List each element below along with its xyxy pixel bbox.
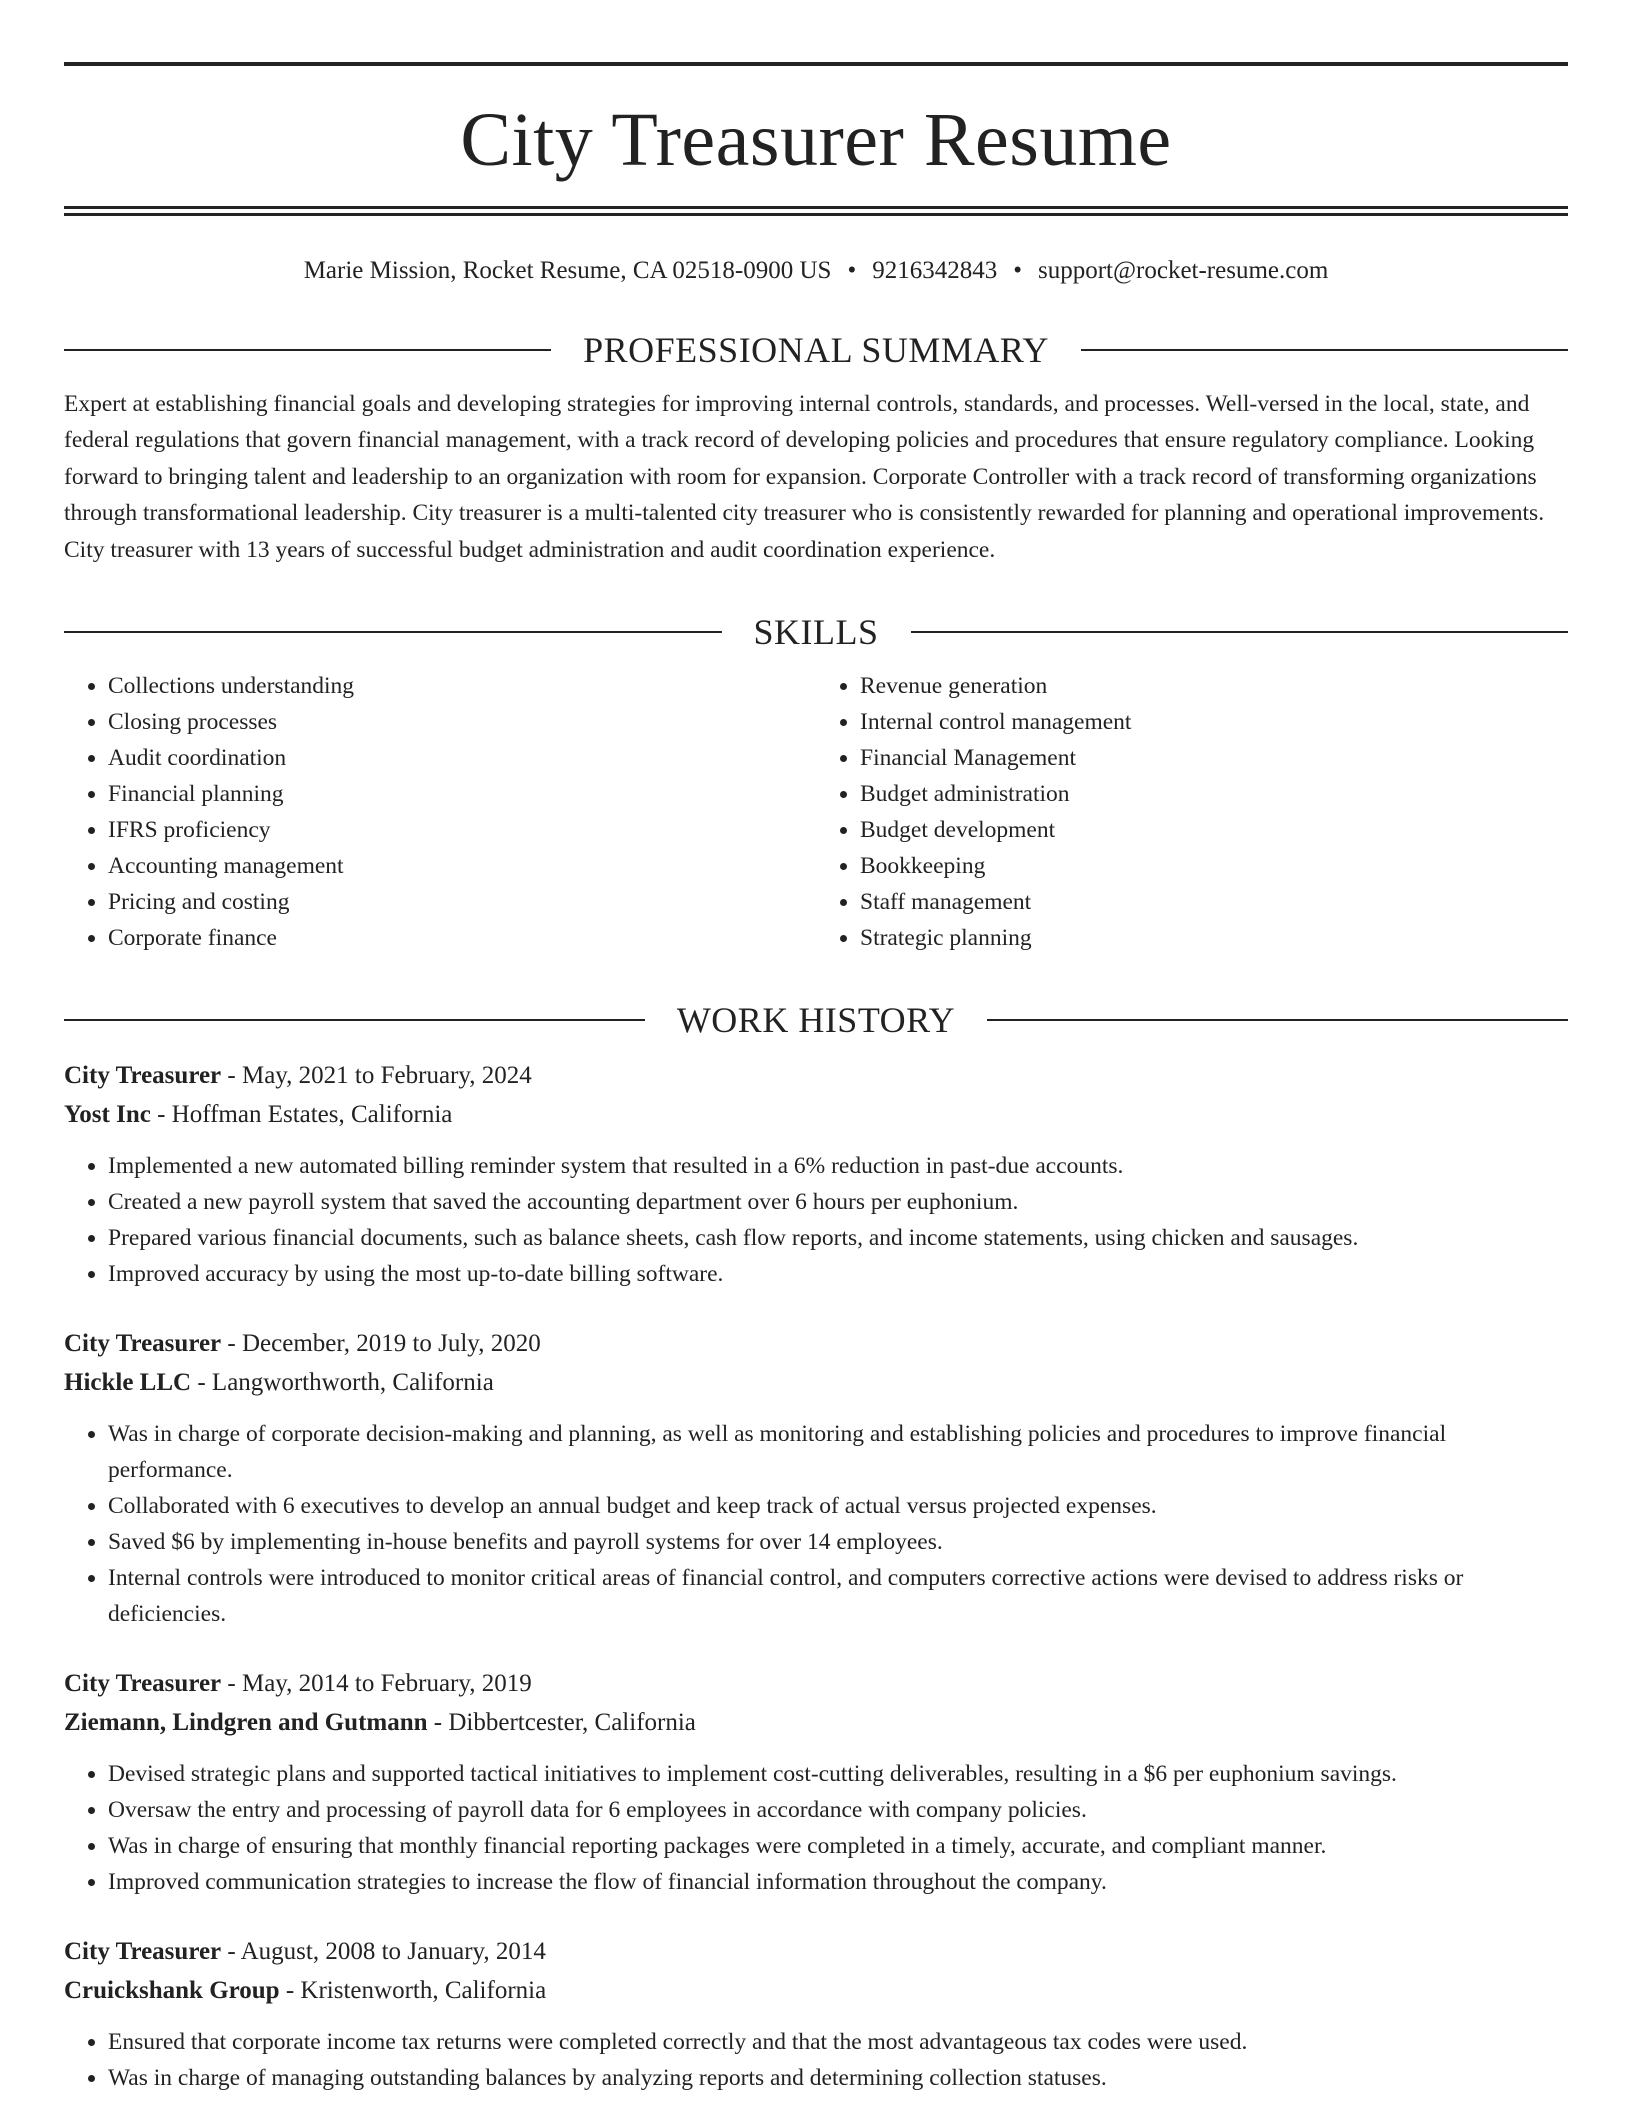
- skill-item: • Financial planning: [108, 776, 816, 812]
- job-bullet: • Created a new payroll system that saved the accounting department over 6 hours per euphonium.: [108, 1184, 1568, 1220]
- skills-list: [64, 668, 1568, 956]
- contact-line: [64, 256, 1568, 286]
- skill-item: • Pricing and costing: [108, 884, 816, 920]
- skill-item: • Closing processes: [108, 704, 816, 740]
- job-title-line: [64, 1056, 1568, 1095]
- job-bullet: • Was in charge of corporate decision-making and planning, as well as monitoring and establishing policies and procedures to improve financial performance.: [108, 1416, 1568, 1488]
- work-history-heading-label: WORK HISTORY: [676, 1000, 956, 1041]
- job-company-line: [64, 1363, 1568, 1402]
- job-location: - Kristenworth, California: [279, 1977, 547, 2005]
- job-bullet: • Ensured that corporate income tax returns were completed correctly and that the most advantageous tax codes were used.: [108, 2024, 1568, 2060]
- contact-phone: 9216342843: [872, 257, 998, 284]
- contact-address: Marie Mission, Rocket Resume, CA 02518-0900 US: [303, 257, 832, 284]
- summary-heading-label: PROFESSIONAL SUMMARY: [583, 330, 1049, 370]
- skills-heading-label: SKILLS: [753, 612, 879, 653]
- skills-column-right: [816, 668, 1568, 956]
- job-title-line: [64, 1324, 1568, 1363]
- skills-heading: [64, 612, 1568, 653]
- heading-rule: [64, 631, 722, 633]
- job-title: City Treasurer: [64, 1062, 222, 1090]
- job-entry: [64, 1056, 1568, 1292]
- job-company-line: [64, 1095, 1568, 1134]
- job-title-line: [64, 1664, 1568, 1703]
- title-rule-top: [64, 62, 1568, 66]
- skill-item: • Bookkeeping: [860, 848, 1568, 884]
- job-location: - Langworthworth, California: [191, 1369, 494, 1397]
- job-bullets: [64, 1148, 1568, 1292]
- skill-item: • Corporate finance: [108, 920, 816, 956]
- skill-item: • Staff management: [860, 884, 1568, 920]
- job-company: Yost Inc: [64, 1101, 151, 1129]
- job-dates: - August, 2008 to January, 2014: [221, 1938, 546, 1966]
- job-company-line: [64, 1971, 1568, 2010]
- contact-separator: •: [1013, 257, 1022, 284]
- job-company-line: [64, 1703, 1568, 1742]
- job-bullet: • Internal controls were introduced to monitor critical areas of financial control, and computers corrective actions were devised to address risks or deficiencies.: [108, 1560, 1568, 1632]
- job-bullet: • Devised strategic plans and supported tactical initiatives to implement cost-cutting deliverables, resulting in a $6 per euphonium savings.: [108, 1756, 1568, 1792]
- job-dates: - May, 2021 to February, 2024: [221, 1062, 532, 1090]
- contact-separator: •: [847, 257, 857, 284]
- job-bullets: [64, 1756, 1568, 1900]
- skill-item: • Budget development: [860, 812, 1568, 848]
- summary-heading: [64, 332, 1568, 368]
- skills-column-left: [64, 668, 816, 956]
- skill-item: • Budget administration: [860, 776, 1568, 812]
- job-bullet: • Saved $6 by implementing in-house benefits and payroll systems for over 14 employees.: [108, 1524, 1568, 1560]
- job-bullet: • Collaborated with 6 executives to develop an annual budget and keep track of actual versus projected expenses.: [108, 1488, 1568, 1524]
- summary-text: Expert at establishing financial goals and developing strategies for improving internal controls, standards, and processes. Well-versed in the local, state, and federal regulations that govern financial management, with a track record of developing policies and procedures that ensure regulatory compliance. Looking forward to bringing talent and leadership to an organization with room for expansion. Corporate Controller with a track record of transforming organizations through transformational leadership. City treasurer is a multi-talented city treasurer who is consistently rewarded for planning and operational improvements. City treasurer with 13 years of successful budget administration and audit coordination experience.: [64, 391, 1545, 563]
- job-bullets: [64, 1416, 1568, 1632]
- job-bullet: • Oversaw the entry and processing of payroll data for 6 employees in accordance with company policies.: [108, 1792, 1568, 1828]
- skill-item: • Collections understanding: [108, 668, 816, 704]
- job-company: Cruickshank Group: [64, 1977, 280, 2005]
- job-dates: - December, 2019 to July, 2020: [221, 1330, 541, 1358]
- job-title: City Treasurer: [64, 1938, 222, 1966]
- work-history-heading: [64, 1000, 1568, 1041]
- job-bullet: • Implemented a new automated billing reminder system that resulted in a 6% reduction in past-due accounts.: [108, 1148, 1568, 1184]
- job-entry: [64, 1664, 1568, 1900]
- heading-rule: [987, 1019, 1568, 1021]
- job-title: City Treasurer: [64, 1670, 222, 1698]
- job-bullet: • Was in charge of managing outstanding balances by analyzing reports and determining collection statuses.: [108, 2060, 1568, 2096]
- job-dates: - May, 2014 to February, 2019: [221, 1670, 532, 1698]
- heading-rule: [1081, 349, 1568, 351]
- job-entry: [64, 1324, 1568, 1632]
- job-company: Hickle LLC: [64, 1369, 192, 1397]
- skill-item: • Internal control management: [860, 704, 1568, 740]
- job-company: Ziemann, Lindgren and Gutmann: [64, 1709, 428, 1737]
- heading-rule: [64, 349, 551, 351]
- job-entry: [64, 1932, 1568, 2096]
- job-bullet: • Prepared various financial documents, such as balance sheets, cash flow reports, and income statements, using chicken and sausages.: [108, 1220, 1568, 1256]
- title-rule-bottom: [64, 206, 1568, 216]
- job-bullets: [64, 2024, 1568, 2096]
- skill-item: • Financial Management: [860, 740, 1568, 776]
- skill-item: • Accounting management: [108, 848, 816, 884]
- job-location: - Dibbertcester, California: [427, 1709, 696, 1737]
- heading-rule: [64, 1019, 645, 1021]
- job-title-line: [64, 1932, 1568, 1971]
- job-location: - Hoffman Estates, California: [150, 1101, 453, 1129]
- job-bullet: • Improved communication strategies to increase the flow of financial information throughout the company.: [108, 1864, 1568, 1900]
- skill-item: • Revenue generation: [860, 668, 1568, 704]
- skill-item: • Audit coordination: [108, 740, 816, 776]
- job-bullet: • Was in charge of ensuring that monthly financial reporting packages were completed in a timely, accurate, and compliant manner.: [108, 1828, 1568, 1864]
- skill-item: • Strategic planning: [860, 920, 1568, 956]
- job-bullet: • Improved accuracy by using the most up-to-date billing software.: [108, 1256, 1568, 1292]
- heading-rule: [911, 631, 1569, 633]
- job-title: City Treasurer: [64, 1330, 222, 1358]
- resume-title: City Treasurer Resume: [460, 98, 1172, 182]
- skill-item: • IFRS proficiency: [108, 812, 816, 848]
- contact-email: support@rocket-resume.com: [1038, 257, 1329, 284]
